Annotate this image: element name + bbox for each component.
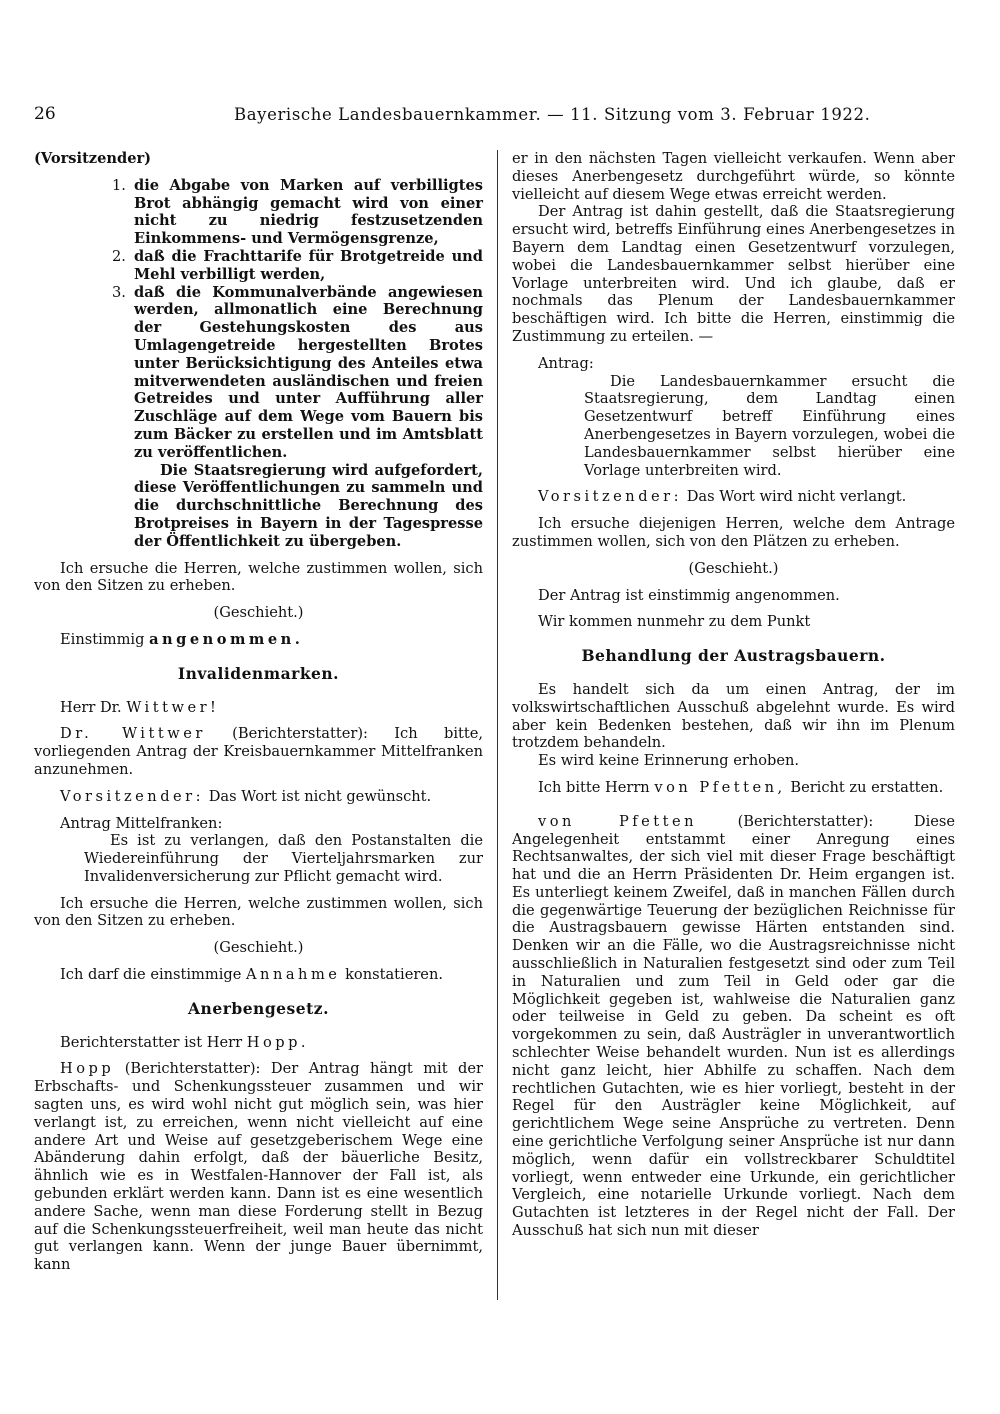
vote-request: Ich ersuche die Herren, welche zustimmen wollen, sich von den Sitzen zu erheben.: [34, 559, 483, 595]
running-header: [34, 106, 954, 130]
section-heading: Invalidenmarken.: [177, 663, 340, 683]
speech-paragraph: [512, 813, 955, 1240]
list-item: [112, 284, 483, 462]
speech-text: (Berichterstatter): Ich bitte, vorliegenden Antrag der Kreisbauernkammer Mittelfranken anzunehmen.: [34, 725, 483, 778]
chair-remark: [34, 788, 483, 806]
column-divider: [497, 150, 498, 1300]
happens-note: (Geschieht.): [213, 604, 304, 622]
list-item-number: 2.: [112, 247, 126, 265]
speech-paragraph: Der Antrag ist dahin gestellt, daß die Staatsregierung ersucht wird, betreffs Einführung eines Anerbengesetzes in Bayern dem Landtag einen Gesetzentwurf vorzulegen, wobei die Landesbauernkammer selbst hierüber eine Vorlage unterbreiten wird. Und ich glaube, daß er nochmals das Plenum der Landesbauernkammer beschäftigen wird. Ich bitte die Herren, einstimmig die Zustimmung zu erteilen. —: [512, 203, 955, 345]
chair-call: [512, 779, 955, 797]
speaker-name: Vorsitzender:: [60, 787, 205, 805]
right-column: [512, 150, 955, 1240]
motion-text: Es ist zu verlangen, daß den Postanstalten die Wiedereinführung der Vierteljahrsmarken zur Invalidenversicherung zur Pflicht gemacht wird.: [84, 832, 483, 885]
chair-call-tail: Bericht zu erstatten.: [790, 778, 944, 796]
vote-result: Der Antrag ist einstimmig angenommen.: [538, 586, 840, 604]
chair-remark: [512, 488, 955, 506]
rapporteur-lead: Berichterstatter ist Herr: [60, 1033, 243, 1051]
chair-call-name: von Pfetten,: [654, 778, 786, 796]
chair-call: [34, 699, 483, 717]
section-heading: Anerbengesetz.: [188, 998, 329, 1018]
page-number: 26: [34, 104, 56, 124]
list-item-text: daß die Frachttarife für Brotgetreide und Mehl verbilligt werden,: [134, 247, 483, 283]
section-heading: Behandlung der Austragsbauern.: [581, 646, 886, 666]
motion-label: Antrag Mittelfranken:: [60, 814, 223, 832]
motion-label: Antrag:: [538, 354, 594, 372]
items-followup: Die Staatsregierung wird aufgefordert, diese Veröffentlichungen zu sammeln und die durchschnittliche Berechnung des Brotpreises in Bayern in der Tagespresse der Öffentlichkeit zu übergeben.: [134, 461, 483, 550]
remark-text: Das Wort ist nicht gewünscht.: [208, 787, 432, 805]
speech-text: (Berichterstatter): Der Antrag hängt mit der Erbschafts- und Schenkungssteuer zusammen und wir sagten uns, es wird wohl nicht gut möglich sein, was hier verlangt ist, zu erreichen, wenn nicht vielleicht auf eine andere Art und Weise auf gesetzgeberischem Wege eine Abänderung dahin erfolgt, daß der bäuerliche Besitz, ähnlich wie es in Westfalen-Hannover der Fall ist, als gebunden erklärt werden kann. Dann ist es eine wesentlich andere Sache, wenn man diese Forderung stellt in Bezug auf die Schenkungssteuerfreiheit, weil man heute das nicht gut verlangen kann. Wenn der junge Bauer übernimmt, kann: [34, 1060, 483, 1274]
list-item: [112, 248, 483, 284]
chair-call-lead: Herr Dr.: [60, 698, 122, 716]
list-item-number: 3.: [112, 283, 126, 301]
speaker-name: Vorsitzender:: [538, 488, 683, 506]
rapporteur-name: Hopp.: [246, 1033, 310, 1051]
list-item: [112, 177, 483, 248]
speech-text: (Berichterstatter): Diese Angelegenheit entstammt einer Anregung eines Rechtsanwaltes, der sich viel mit dieser Frage beschäftigt hat und die an Herrn Präsidenten Dr. Heim ergangen ist. Es unterliegt keinem Zweifel, daß in manchen Fällen durch die gegenwärtige Teuerung der bezüglichen Reichnisse für die Austragsbauern gewisse Härten entstanden sind. Denken wir an die Fälle, wo die Austragsreichnisse nicht ausschließlich in Naturalien festgesetzt sind oder zum Teil in Naturalien und zum Teil in Geld oder gar die Möglichkeit gegeben ist, wahlweise die Naturalien ganz oder teilweise in Geld zu geben. Da scheint es oft vorgekommen zu sein, daß Austrägler in unverantwortlich schlechter Weise behandelt wurden. Nun ist es allerdings nicht ganz leicht, hier Abhilfe zu schaffen. Nach dem rechtlichen Gutachten, wie es hier vorliegt, besteht in der Regel für den Austrägler keine Möglichkeit, auf gerichtlichem Wege seine Ansprüche zu vertreten. Denn eine gerichtliche Verfolgung seiner Ansprüche ist nur dann möglich, wenn dafür ein vollstreckbarer Schuldtitel vorliegt, wenn entweder eine Urkunde, ein gerichtlicher Vergleich, eine notarielle Urkunde vorliegt. Nach dem Gutachten ist letzteres in der Regel nicht der Fall. Der Ausschuß hat sich nun mit dieser: [512, 812, 955, 1240]
list-item-text: die Abgabe von Marken auf verbilligtes Brot abhängig gemacht wird von einer nicht zu niedrig festzusetzenden Einkommens- und Vermögensgrenze,: [134, 176, 483, 248]
vote-result-lead: Einstimmig: [60, 630, 145, 648]
speaker-name: Hopp: [60, 1060, 115, 1078]
vote-result: [34, 631, 483, 649]
vote-request: Ich ersuche die Herren, welche zustimmen wollen, sich von den Sitzen zu erheben.: [34, 894, 483, 930]
happens-note: (Geschieht.): [213, 939, 304, 957]
chair-call-name: Wittwer!: [126, 698, 220, 716]
vote-result-tail: konstatieren.: [345, 966, 443, 984]
speech-paragraph: [34, 725, 483, 778]
speaker-name: von Pfetten: [538, 812, 698, 830]
rapporteur-note: [34, 1034, 483, 1052]
agenda-transition: Wir kommen nunmehr zu dem Punkt: [538, 613, 811, 631]
continued-text: er in den nächsten Tagen vielleicht verkaufen. Wenn aber dieses Anerbengesetz durchgeführt würde, so könnte vielleicht auf diesem Wege etwas erreicht werden.: [512, 150, 955, 203]
vote-result: [34, 966, 483, 984]
chair-paragraph: Es handelt sich da um einen Antrag, der im volkswirtschaftlichen Ausschuß abgelehnt wurde. Es wird aber kein Bedenken bestehen, daß wir ihn im Plenum trotzdem behandeln.: [512, 680, 955, 752]
left-column: [34, 150, 483, 1274]
running-title: Bayerische Landesbauernkammer. — 11. Sitzung vom 3. Februar 1922.: [234, 105, 871, 124]
chair-remark: Es wird keine Erinnerung erhoben.: [538, 752, 800, 770]
remark-text: Das Wort wird nicht verlangt.: [686, 488, 907, 506]
speech-paragraph: [34, 1060, 483, 1274]
speaker-label: (Vorsitzender): [34, 150, 152, 167]
list-item-text: daß die Kommunalverbände angewiesen werden, allmonatlich eine Berechnung der Gestehungskosten des aus Umlagengetreide hergestellten Brotes unter Berücksichtigung des Anteiles etwa mitverwendeten ausländischen und freien Getreides und unter Aufführung aller Zuschläge auf dem Wege vom Bauern bis zum Bäcker zu erstellen und im Amtsblatt zu veröffentlichen.: [134, 283, 483, 461]
happens-note: (Geschieht.): [688, 559, 779, 577]
vote-result-word: Annahme: [246, 966, 341, 984]
motion-text: Die Landesbauernkammer ersucht die Staatsregierung, dem Landtag einen Gesetzentwurf betreff Einführung eines Anerbengesetzes in Bayern vorzulegen, wobei die Landesbauernkammer selbst hierüber eine Vorlage unterbreiten wird.: [584, 372, 955, 479]
vote-result-word: angenommen.: [149, 630, 304, 648]
list-item-number: 1.: [112, 176, 126, 194]
vote-request: Ich ersuche diejenigen Herren, welche dem Antrage zustimmen wollen, sich von den Plätzen zu erheben.: [512, 515, 955, 550]
chair-call-lead: Ich bitte Herrn: [538, 778, 650, 796]
speaker-name: Dr. Wittwer: [60, 725, 206, 743]
vote-result-lead: Ich darf die einstimmige: [60, 966, 242, 984]
